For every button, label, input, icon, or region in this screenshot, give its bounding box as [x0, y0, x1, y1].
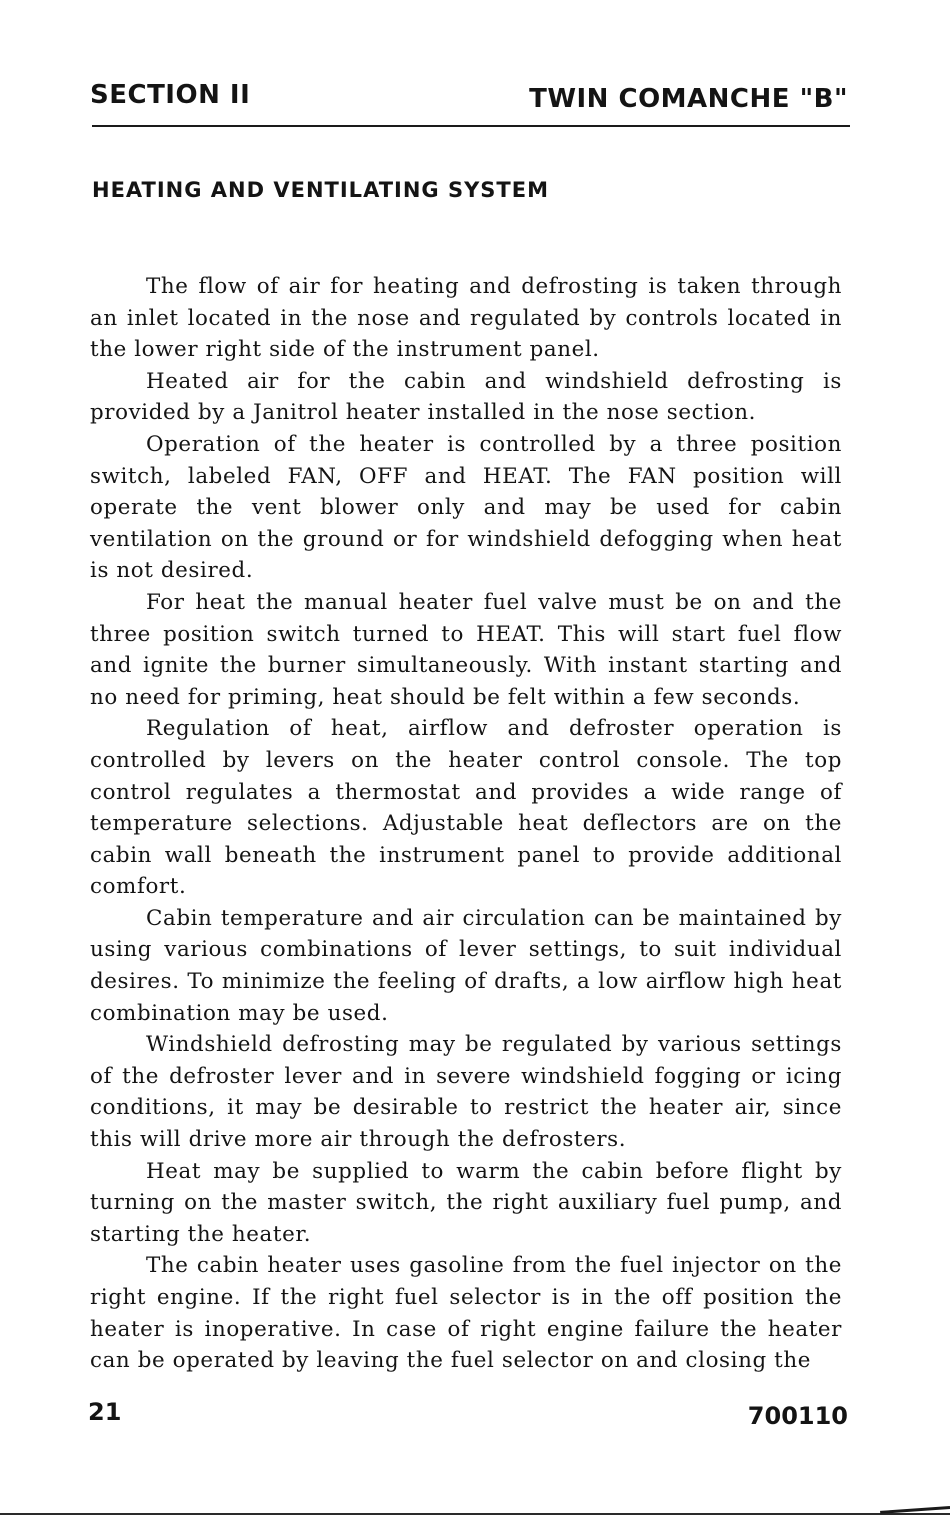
- header-divider: [92, 125, 850, 127]
- page-header: [90, 74, 848, 124]
- paragraph: Heat may be supplied to warm the cabin before flight by turning on the master switch, the right auxiliary fuel pump, and starting the heater.: [90, 1158, 842, 1247]
- page-number: 21: [88, 1398, 122, 1426]
- paragraph: The flow of air for heating and defrosting is taken through an inlet located in the nose and regulated by controls located in the lower right side of the instrument panel.: [90, 274, 842, 363]
- paragraph: The cabin heater uses gasoline from the fuel injector on the right engine. If the right fuel selector is in the off position the heater is inoperative. In case of right engine failure the heater can be operated by leaving the fuel selector on and closing the: [90, 1253, 842, 1374]
- page-bottom-edge: [0, 1513, 950, 1515]
- paragraph: Regulation of heat, airflow and defroster operation is controlled by levers on the heater control console. The top control regulates a thermostat and provides a wide range of temperature selections. Adjustable heat deflectors are on the cabin wall beneath the instrument panel to provide additional comfort.: [90, 716, 842, 900]
- paragraph: Operation of the heater is controlled by a three position switch, labeled FAN, OFF and HEAT. The FAN position will operate the vent blower only and may be used for cabin ventilation on the ground or for windshield defogging when heat is not desired.: [90, 431, 842, 584]
- section-title: HEATING AND VENTILATING SYSTEM: [92, 178, 549, 202]
- body-text: [90, 271, 842, 1377]
- paragraph: Cabin temperature and air circulation can be maintained by using various combinations of lever settings, to suit individual desires. To minimize the feeling of drafts, a low airflow high heat combination may be used.: [90, 905, 842, 1026]
- aircraft-title: TWIN COMANCHE "B": [529, 84, 848, 114]
- document-code: 700110: [747, 1402, 848, 1430]
- paragraph: Windshield defrosting may be regulated by various settings of the defroster lever and in severe windshield fogging or icing conditions, it may be desirable to restrict the heater air, since this will drive more air through the defrosters.: [90, 1032, 842, 1153]
- paragraph: Heated air for the cabin and windshield defrosting is provided by a Janitrol heater installed in the nose section.: [90, 368, 842, 426]
- paragraph: For heat the manual heater fuel valve must be on and the three position switch turned to HEAT. This will start fuel flow and ignite the burner simultaneously. With instant starting and no need for priming, heat should be felt within a few seconds.: [90, 589, 842, 710]
- section-label: SECTION II: [90, 80, 251, 110]
